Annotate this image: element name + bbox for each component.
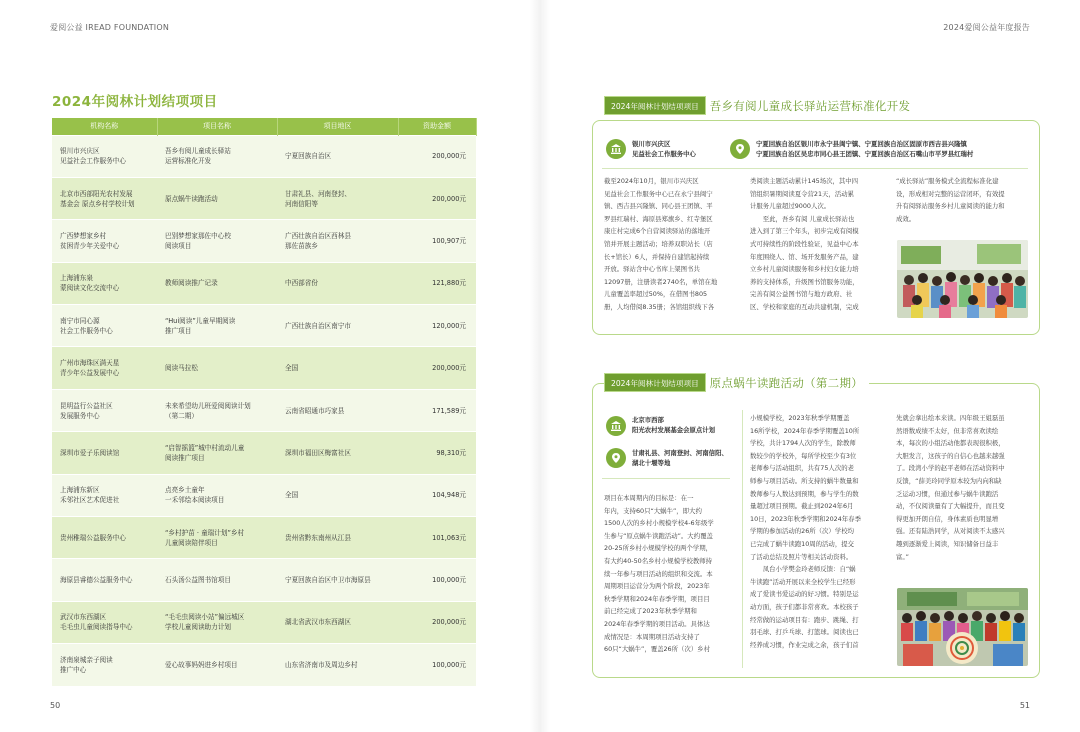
cell-grant-amount: 120,000元: [398, 305, 476, 347]
cell-project-name: 原点蜗牛读跑活动: [157, 177, 277, 219]
page-number-right: 51: [1019, 701, 1030, 710]
table-row: [52, 474, 476, 516]
cell-project-region: 宁夏回族自治区: [277, 135, 398, 177]
cell-org-name: 济南泉城亲子阅读 推广中心: [52, 644, 157, 686]
book-gutter: [530, 0, 550, 732]
table-row: [52, 262, 476, 304]
cell-project-name: 巴别梦想家那佐中心校 阅读项目: [157, 220, 277, 262]
cell-project-name: 爱心故事妈妈进乡村项目: [157, 644, 277, 686]
divider: [602, 168, 1028, 169]
cell-grant-amount: 101,063元: [398, 517, 476, 559]
table-row: [52, 220, 476, 262]
cell-project-name: 教师阅读推广记录: [157, 262, 277, 304]
cell-project-region: 中西部省份: [277, 262, 398, 304]
cell-org-name: 武汉市东西湖区 毛毛虫儿童阅读指导中心: [52, 601, 157, 643]
cell-org-name: 南宁市同心源 社会工作服务中心: [52, 305, 157, 347]
cell-org-name: 上海浦东泉 蒙阅读文化交流中心: [52, 262, 157, 304]
project-title: 吾乡有阅儿童成长驿站运营标准化开发: [709, 98, 911, 113]
body-column-1: 截至2024年10月，银川市兴庆区 见益社会工作服务中心已在永宁县闽宁 镇、西吉县兴隆镇、同心县王团镇、平 罗县红瑞村、海原县郑旗乡、红寺堡区 康庄村完成6个自营阅读驿站的落地开 馆并开展主题活动；培养双职站长（店 长+馆长）6人，并保持自建馆起持续 开放。驿站含中心书库上架图书共 12097册，注册读者2740名，单馆在地 儿童覆盖率超过50%，在借图书805 册，人均借阅8.35册；各馆组织线下各: [604, 177, 718, 311]
cell-project-region: 深圳市福田区梅富社区: [277, 432, 398, 474]
body-column-3: 先就会拿出绘本来读。四年级王姐磊虽 然语数成绩不太好，但非常喜欢读绘 本，每次的小组活动他都表现很积极， 大胆发言，这孩子的自信心也越来越强 了。段湾小学的赵平老师在活动资料中 反馈，“薛美玲同学原本较为内向和缺 乏运动习惯，但通过参与蜗牛读跑活 动，不仅阅读量有了大幅提升，而且变 得更加开朗自信，身体素质也明显增 强。还有陆浩同学，从对阅读不太感兴 趣到逐渐爱上阅读，知识储备日益丰 富。”: [896, 414, 1005, 561]
institution-icon: [606, 139, 626, 159]
cell-project-region: 广西壮族自治区西林县 那佐苗族乡: [277, 220, 398, 262]
cell-project-name: 石头汤公益图书馆项目: [157, 559, 277, 601]
cell-project-name: “毛毛虫阅读小站”偏远城区 学校儿童阅读助力计划: [157, 601, 277, 643]
cell-grant-amount: 200,000元: [398, 135, 476, 177]
table-row: [52, 517, 476, 559]
running-head-left: 爱阅公益 IREAD FOUNDATION: [50, 23, 170, 32]
table-row: [52, 644, 476, 686]
cell-org-name: 上海浦东新区 禾邻社区艺术促进社: [52, 474, 157, 516]
project-photo-class-with-drawing: [897, 588, 1028, 666]
cell-grant-amount: 121,880元: [398, 262, 476, 304]
cell-org-name: 广州市海珠区满天星 青少年公益发展中心: [52, 347, 157, 389]
project-region: 甘肃礼县、河南登封、河南信阳、 湖北十堰等地: [632, 449, 728, 467]
table-row: [52, 135, 476, 177]
body-column-2: 类阅读主题活动累计145场次，其中四 馆组织暑期阅读夏令营21天，活动累 计服务儿童超过9000人次。 至此，吾乡有阅 儿童成长驿站也 进入到了第三个年头，初步完成有阅模 式可持续性的阶段性验证，见益中心本 年度围绕人、馆、场开发服务产品，建 立乡村儿童阅读服务和乡村妇女能力培 养的支持体系，升级图书馆服务功能， 完善有阅公益图书馆与地方政府、社 区、学校和家庭的互动共建机制，完成: [750, 177, 859, 311]
cell-project-region: 全国: [277, 347, 398, 389]
project-title: 原点蜗牛读跑活动（第二期）: [709, 375, 864, 390]
column-divider: [742, 410, 743, 668]
cell-org-name: 北京市西部阳光农村发展 基金会 原点乡村学校计划: [52, 177, 157, 219]
cell-grant-amount: 98,310元: [398, 432, 476, 474]
cell-grant-amount: 100,000元: [398, 559, 476, 601]
cell-project-region: 湖北省武汉市东西湖区: [277, 601, 398, 643]
org-name: 北京市西部 阳光农村发展基金会原点计划: [632, 416, 716, 434]
cell-org-name: 海原县睿德公益服务中心: [52, 559, 157, 601]
cell-project-region: 甘肃礼县、河南登封、 河南信阳等: [277, 177, 398, 219]
location-pin-icon: [606, 448, 626, 468]
cell-grant-amount: 200,000元: [398, 601, 476, 643]
cell-project-name: 未来希望幼儿班爱阅阅读计划 （第二期）: [157, 389, 277, 431]
project-card-1-header: [604, 96, 916, 115]
cell-project-name: “启智摇篮”城中村流动儿童 阅读推广项目: [157, 432, 277, 474]
cell-org-name: 深圳市爱子乐阅读馆: [52, 432, 157, 474]
cell-project-name: “Hui阅读”儿童早期阅读 推广项目: [157, 305, 277, 347]
column-header: 项目地区: [277, 118, 398, 135]
project-tag: 2024年阅林计划结项项目: [604, 373, 706, 392]
cell-grant-amount: 104,948元: [398, 474, 476, 516]
cell-org-name: 银川市兴庆区 见益社会工作服务中心: [52, 135, 157, 177]
cell-project-region: 山东省济南市及周边乡村: [277, 644, 398, 686]
cell-project-name: 阅读马拉松: [157, 347, 277, 389]
project-card-2-header: [604, 373, 869, 392]
section-title: 2024年阅林计划结项项目: [52, 94, 218, 110]
project-region: 宁夏回族自治区银川市永宁县闽宁镇、宁夏回族自治区固原市西吉县兴隆镇 宁夏回族自治区吴忠市同心县王团镇、宁夏回族自治区石嘴山市平罗县红瑞村: [756, 140, 974, 158]
cell-project-name: 点亮乡土童年 一禾邻绘本阅读项目: [157, 474, 277, 516]
body-column-2: 小规模学校，2023年秋季学期覆盖 16所学校，2024年春季学期覆盖10所 学校，共计1794人次的学生，除教师 数较少的学校外，每所学校至少有3位 老师参与活动组织，共有75人次的老 师参与项目活动。所支持的蜗牛数量和 教师参与人数达到预期，参与学生的数 量超过项目预期。截止到2024年6月 10日，2023年秋季学期和2024年春季 学期的参加活动的26所（次）学校均 已完成了蜗牛读跑10周的活动，提交 了活动总结及照片等相关活动资料。 凤台小学樊金玲老师反馈：自“蜗 牛读跑”活动开展以来全校学生已经形 成了爱读书爱运动的好习惯。特别是运 动方面，孩子们都非常喜欢。本校孩子 经常做的运动项目有：跑步、跳绳、打 羽毛球、打乒乓球、打篮球。阅读也已 经养成习惯，作业完成之余，孩子们首: [750, 414, 861, 649]
table-body: [52, 135, 476, 686]
funded-projects-table: [52, 118, 477, 686]
page-number-left: 50: [50, 701, 61, 710]
table-row: [52, 601, 476, 643]
table-header-row: [52, 118, 476, 135]
cell-project-region: 全国: [277, 474, 398, 516]
column-header: 资助金额: [398, 118, 476, 135]
divider: [602, 478, 730, 479]
institution-icon: [606, 416, 626, 436]
cell-grant-amount: 200,000元: [398, 347, 476, 389]
table-row: [52, 177, 476, 219]
body-column-3: “成长驿站”服务模式全流程标准化建 设，形成相对完整的运营闭环，有效提 升有阅驿站服务乡村儿童阅读的能力和 成效。: [896, 177, 1005, 223]
cell-project-region: 云南省昭通市巧家县: [277, 389, 398, 431]
table-row: [52, 347, 476, 389]
org-name: 银川市兴庆区 见益社会工作服务中心: [632, 140, 696, 158]
cell-org-name: 昆明益行公益社区 发展服务中心: [52, 389, 157, 431]
location-pin-icon: [730, 139, 750, 159]
cell-project-region: 广西壮族自治区南宁市: [277, 305, 398, 347]
table-row: [52, 305, 476, 347]
cell-project-name: “乡村护苗 · 童瑞计划”乡村 儿童阅读陪伴项目: [157, 517, 277, 559]
cell-project-name: 吾乡有阅儿童成长驿站 运营标准化开发: [157, 135, 277, 177]
cell-project-region: 贵州省黔东南州从江县: [277, 517, 398, 559]
table-row: [52, 432, 476, 474]
table-row: [52, 559, 476, 601]
project-tag: 2024年阅林计划结项项目: [604, 96, 706, 115]
column-header: 项目名称: [157, 118, 277, 135]
cell-grant-amount: 200,000元: [398, 177, 476, 219]
table-row: [52, 389, 476, 431]
project-photo-group-children: [897, 240, 1028, 318]
cell-grant-amount: 100,000元: [398, 644, 476, 686]
cell-org-name: 广西梦想家乡村 贫困青少年关爱中心: [52, 220, 157, 262]
cell-grant-amount: 171,589元: [398, 389, 476, 431]
cell-project-region: 宁夏回族自治区中卫市海原县: [277, 559, 398, 601]
column-header: 机构名称: [52, 118, 157, 135]
body-column-1: 项目在本周期内的目标是：在一 年内，支持60只“大蜗牛”，即大约 1500人次的乡村小规模学校4-6年级学 生参与“原点蜗牛读跑活动”。大约覆盖 20-25所乡村小规模学校的两个学期， 有大约40-50名乡村小规模学校教师持 续一年参与项目活动的组织和交流。本 周期项目运营分为两个阶段，2023年 秋季学期和2024年春季学期，项目目 前已经完成了2023年秋季学期和 2024年春季学期的项目活动。具体达 成情况是：本周期项目活动支持了 60只“大蜗牛”，覆盖26所（次）乡村: [604, 494, 714, 654]
cell-grant-amount: 100,907元: [398, 220, 476, 262]
cell-org-name: 贵州稚瑞公益服务中心: [52, 517, 157, 559]
running-head-right: 2024爱阅公益年度报告: [943, 23, 1030, 32]
